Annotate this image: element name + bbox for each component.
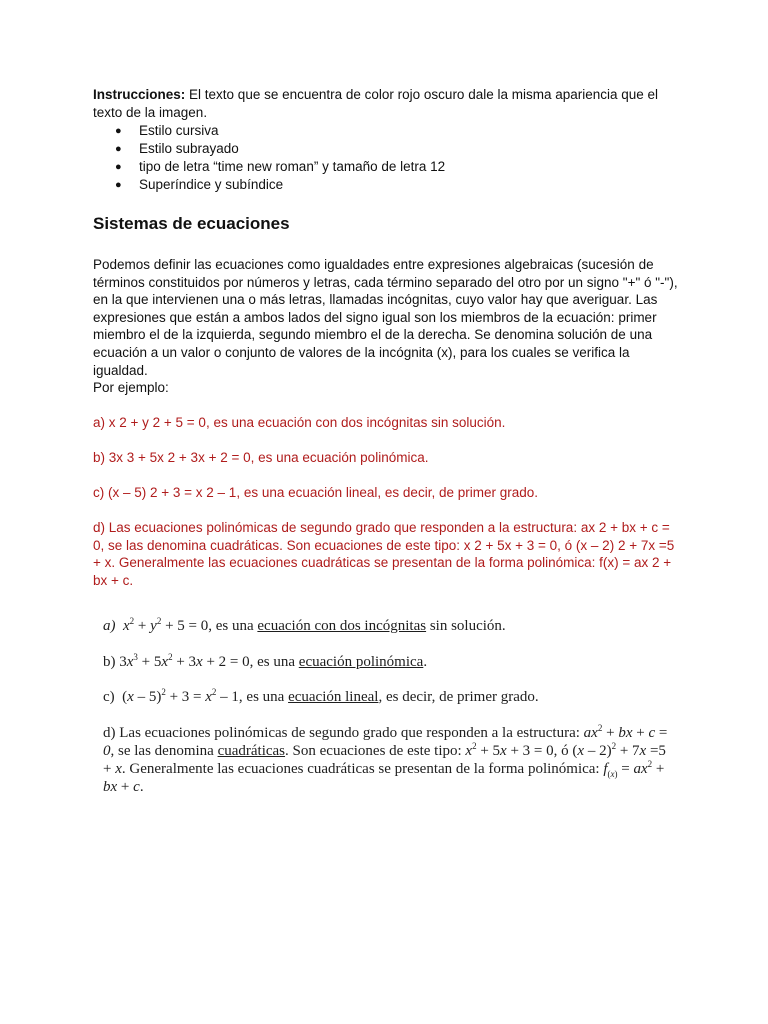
red-example-d: d) Las ecuaciones polinómicas de segundo grado que responden a la estructura: ax 2 + bx + c = 0, se las denomina cuadráticas. Son ecuaciones de este tipo: x 2 + 5x + 3 = 0, ó (x – 2) 2 + 7x =5 + x. Generalmente las ecuaciones cuadráticas se presentan de la forma polinómica: f(x) = ax 2 + bx + c.	[93, 520, 675, 588]
image-b-end: .	[423, 654, 428, 670]
image-a-rest: , es una	[208, 618, 258, 634]
image-d-part4: . Generalmente las ecuaciones cuadráticas se presentan de la forma polinómica:	[121, 761, 604, 777]
section-heading: Sistemas de ecuaciones	[93, 214, 290, 233]
bullet-icon: ●	[115, 125, 122, 137]
list-item	[93, 122, 683, 140]
bullet-text: Superíndice y subíndice	[139, 177, 284, 192]
example-intro: Por ejemplo:	[93, 380, 169, 396]
image-example-a: a) $x^2 + y^2 + 5 = 0$, es una ecuación con dos incógnitas sin solución.	[103, 616, 506, 634]
list-item	[93, 176, 683, 194]
bullet-text: Estilo cursiva	[139, 123, 219, 138]
body-paragraph-block	[93, 256, 683, 397]
image-b-prefix: b) 3	[103, 654, 127, 670]
image-d-part3: . Son ecuaciones de este tipo:	[285, 743, 466, 759]
bullet-icon: ●	[115, 179, 122, 191]
bullet-icon: ●	[115, 161, 122, 173]
image-c-rest: , es una	[238, 689, 289, 705]
bullet-icon: ●	[115, 143, 122, 155]
image-example-c: c) $(x - 5)^2 + 3 = x^2 - 1$, es una ecuación lineal, es decir, de primer grado.	[103, 687, 539, 705]
image-d-part2: , se las denomina	[110, 743, 218, 759]
list-item	[93, 140, 683, 158]
bullet-text: tipo de letra “time new roman” y tamaño de letra 12	[139, 159, 446, 174]
reference-image	[100, 610, 680, 800]
image-b-underlined: ecuación polinómica	[298, 654, 424, 670]
image-a-end: sin solución.	[426, 618, 506, 634]
list-item	[93, 158, 683, 176]
image-a-underlined: ecuación con dos incógnitas	[257, 618, 427, 634]
instructions-paragraph	[93, 86, 683, 122]
image-b-rest: , es una	[249, 654, 299, 670]
red-example-a: a) x 2 + y 2 + 5 = 0, es una ecuación con dos incógnitas sin solución.	[93, 415, 506, 430]
image-example-d: d) Las ecuaciones polinómicas de segundo grado que responden a la estructura: $ax^2$ + bx + c = 0, se las denomina cuadráticas. Son ecuaciones de este tipo: $x^2 + 5x + 3 = 0$, ó (x – 2)$^2$ + 7x =5 + x. Generalmente las ecuaciones cuadráticas se presentan de la forma polinómica: $f_{(x)} = ax^2$ + bx + c.	[103, 723, 668, 795]
red-example-c: c) (x – 5) 2 + 3 = x 2 – 1, es una ecuación lineal, es decir, de primer grado.	[93, 485, 538, 500]
image-d-underlined: cuadráticas	[217, 743, 286, 759]
red-example-b: b) 3x 3 + 5x 2 + 3x + 2 = 0, es una ecuación polinómica.	[93, 450, 429, 465]
bullet-text: Estilo subrayado	[139, 141, 239, 156]
body-paragraph: Podemos definir las ecuaciones como igualdades entre expresiones algebraicas (sucesión de términos constituidos por números y letras, cada término separado del otro por un signo "+" ó "-"), en la que intervienen una o más letras, llamadas incógnitas, cuyo valor hay que averiguar. Las expresiones que están a ambos lados del signo igual son los miembros de la ecuación: primer miembro el de la izquierda, segundo miembro el de la derecha. Se denomina solución de una ecuación a un valor o conjunto de valores de la incógnita (x), para los cuales se verifica la igualdad.	[93, 257, 678, 378]
instructions-text: El texto que se encuentra de color rojo oscuro dale la misma apariencia que el texto de la imagen.	[93, 87, 659, 120]
image-a-prefix: a)	[103, 618, 116, 634]
image-c-underlined: ecuación lineal	[288, 689, 379, 705]
image-example-b: b) $3x^3 + 5x^2 + 3x + 2 = 0$, es una ecuación polinómica.	[103, 652, 428, 670]
image-d-part1: d) Las ecuaciones polinómicas de segundo grado que responden a la estructura:	[103, 725, 584, 741]
image-c-prefix: c)	[103, 689, 115, 705]
instructions-block	[93, 86, 683, 194]
instructions-list	[93, 122, 683, 194]
image-c-end: , es decir, de primer grado.	[378, 689, 539, 705]
instructions-label: Instrucciones:	[93, 87, 186, 102]
